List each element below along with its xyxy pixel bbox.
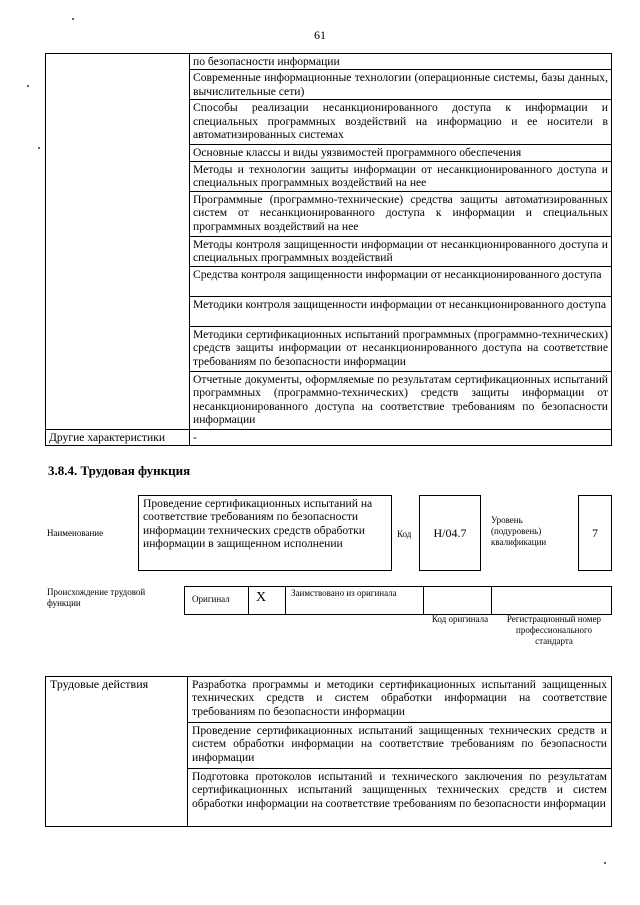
code-box [419,495,481,571]
requirement-item: Методики контроля защищенности информации от несанкционированного доступа [190,296,612,326]
scan-speck [27,85,29,87]
origin-divider [248,586,249,614]
actions-table [45,676,612,827]
other-characteristics-value: - [190,429,612,445]
origin-label: Происхождение трудовой функции [47,587,146,608]
scan-speck [72,18,74,20]
requirement-item: по безопасности информации [190,54,612,70]
requirement-item: Методы контроля защищенности информации от несанкционированного доступа и специальных программных воздействий [190,236,612,266]
original-label: Оригинал [192,594,230,604]
level-box [578,495,612,571]
scan-speck [604,862,606,864]
borrowed-label: Заимствовано из оригинала [291,588,397,598]
page-number: 61 [314,28,326,42]
requirement-item: Методики сертификационных испытаний программных (программно-технических) средств защиты информации от несанкционированного доступа на соответствие требованиям по безопасности информации [190,326,612,371]
requirement-item: Программные (программно-технические) средства защиты автоматизированных систем от несанкционированного доступа к информации и специальных программных воздействий на нее [190,191,612,236]
origin-divider [491,586,492,614]
scan-speck [38,147,40,149]
requirement-item: Отчетные документы, оформляемые по результатам сертификационных испытаний программных (программно-технических) средств защиты информации от несанкционированного доступа на соответствие требованиям по безопасности информации [190,371,612,429]
section-heading: 3.8.4. Трудовая функция [48,463,191,478]
code-label: Код [397,529,412,539]
code-original-caption: Код оригинала [431,614,489,624]
actions-label: Трудовые действия [46,677,188,827]
name-value-box [138,495,392,571]
function-name: Проведение сертификационных испытаний на соответствие требованиям по безопасности информации технических средств обработки информации в защищенном исполнении [143,497,373,551]
requirement-item: Основные классы и виды уязвимостей программного обеспечения [190,145,612,161]
level-label: Уровень (подуровень) квалификации [491,515,547,547]
requirement-item: Современные информационные технологии (операционные системы, базы данных, вычислительные сети) [190,70,612,100]
requirement-item: Методы и технологии защиты информации от несанкционированного доступа и специальных программных воздействий на нее [190,161,612,191]
origin-divider [285,586,286,614]
requirement-item: Способы реализации несанкционированного доступа к информации и специальных программных воздействий на информацию и ее носители в автоматизированных системах [190,100,612,145]
action-item: Разработка программы и методики сертификационных испытаний защищенных технических средств и систем обработки информации на соответствие требованиям по безопасности информации [188,677,612,723]
code-value: H/04.7 [433,526,467,540]
other-characteristics-label: Другие характеристики [46,429,190,445]
requirements-label-cell [46,54,190,430]
origin-divider [423,586,424,614]
requirements-table [45,53,612,446]
original-mark: X [256,590,267,605]
action-item: Проведение сертификационных испытаний защищенных технических средств и систем обработки информации на соответствие требованиям по безопасности информации [188,723,612,769]
reg-number-caption: Регистрационный номер профессионального стандарта [506,614,602,646]
name-label: Наименование [47,528,104,538]
action-item: Подготовка протоколов испытаний и технического заключения по результатам сертификационных испытаний защищенных технических средств и систем обработки информации на соответствие требованиям по безопасности информации [188,769,612,827]
requirement-item: Средства контроля защищенности информации от несанкционированного доступа [190,266,612,296]
level-value: 7 [592,526,598,540]
